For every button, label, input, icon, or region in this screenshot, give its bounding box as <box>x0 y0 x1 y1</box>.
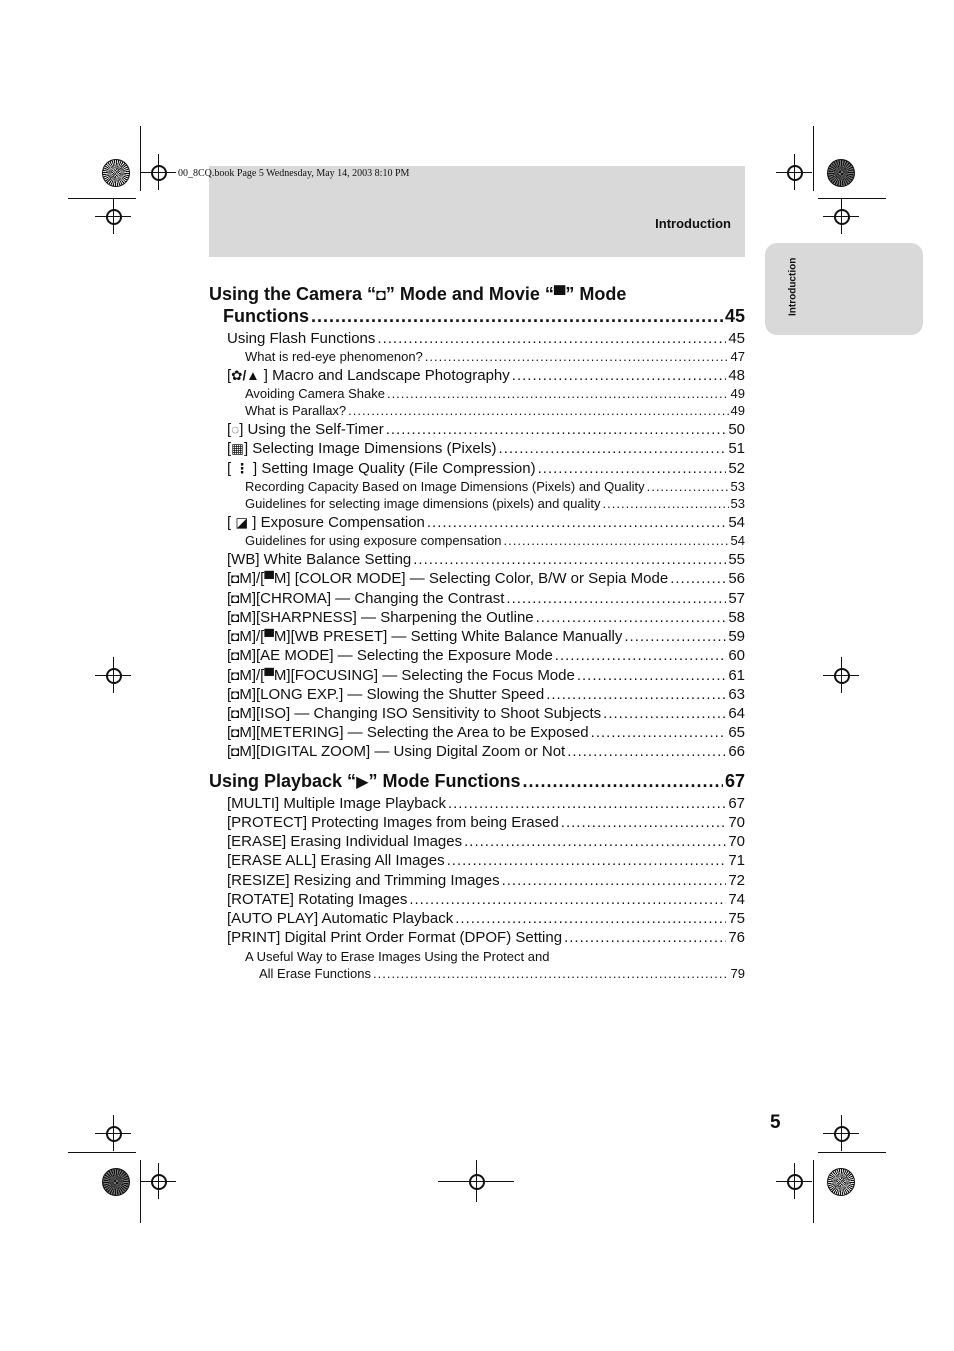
toc-page-number: 53 <box>730 496 745 511</box>
toc-entry[interactable] <box>227 421 745 438</box>
toc-page-number: 59 <box>728 628 745 645</box>
leader-dots <box>386 421 727 438</box>
toc-entry-title <box>227 724 589 741</box>
toc-text: M][FOCUSING] — Selecting the Focus Mode <box>273 667 575 684</box>
movie-icon: ▀ <box>264 668 274 683</box>
toc-page-number: 52 <box>728 460 745 477</box>
crosshair-circle <box>469 1174 485 1190</box>
toc-text: Guidelines for using exposure compensation <box>245 533 502 548</box>
toc-entry[interactable] <box>227 628 745 645</box>
toc-text: M]/[ <box>239 570 265 587</box>
toc-entry-title <box>227 440 497 457</box>
toc-page-number: 58 <box>728 609 745 626</box>
toc-page-number: 65 <box>728 724 745 741</box>
toc-text: M][METERING] — Selecting the Area to be Exposed <box>239 724 589 741</box>
toc-page-number: 45 <box>724 306 745 326</box>
toc-text: M][CHROMA] — Changing the Contrast <box>239 590 505 607</box>
toc-page-number: 63 <box>728 686 745 703</box>
leader-dots <box>413 551 726 568</box>
registration-rosette <box>102 1168 130 1196</box>
toc-entry-title <box>245 479 645 494</box>
camera-icon: ◘ <box>231 668 240 683</box>
toc-text: [ <box>227 421 232 438</box>
playback-icon: ▶ <box>356 773 369 791</box>
leader-dots <box>448 795 726 812</box>
leader-dots <box>348 403 728 418</box>
leader-dots <box>567 743 726 760</box>
toc-entry[interactable] <box>227 551 745 568</box>
toc-text: Using Playback “ <box>209 771 357 791</box>
toc-page-number: 56 <box>728 570 745 587</box>
toc-page-number: 66 <box>728 743 745 760</box>
leader-dots <box>447 852 727 869</box>
leader-dots <box>373 966 729 981</box>
movie-icon: ▀ <box>264 571 274 586</box>
toc-text: All Erase Functions <box>259 966 371 981</box>
toc-entry[interactable] <box>259 966 745 981</box>
crosshair-circle <box>787 165 803 181</box>
trim-line <box>818 198 886 199</box>
toc-text: [ <box>227 628 232 645</box>
crosshair-circle <box>834 209 850 225</box>
toc-page-number: 55 <box>728 551 745 568</box>
toc-text: Using Flash Functions <box>227 330 376 347</box>
trim-line <box>68 1152 136 1153</box>
toc-entry-title <box>227 647 553 664</box>
toc-entry-title <box>227 795 446 812</box>
crosshair-circle <box>834 1126 850 1142</box>
toc-text: [AUTO PLAY] Automatic Playback <box>227 910 454 927</box>
toc-entry-title <box>227 628 622 645</box>
toc-text: [ <box>227 460 236 477</box>
page-number: 5 <box>770 1112 781 1133</box>
camera-icon: ◘ <box>231 725 240 740</box>
toc-text: M][SHARPNESS] — Sharpening the Outline <box>239 609 534 626</box>
toc-text: M][LONG EXP.] — Slowing the Shutter Speed <box>239 686 545 703</box>
toc-text: ] Exposure Compensation <box>248 514 425 531</box>
leader-dots <box>564 929 726 946</box>
toc-text: A Useful Way to Erase Images Using the Protect and <box>245 949 550 964</box>
toc-text: M]/[ <box>239 628 265 645</box>
toc-entry[interactable] <box>245 403 745 418</box>
toc-entry-title <box>209 284 626 305</box>
toc-entry-title <box>227 667 575 684</box>
toc-page-number: 71 <box>728 852 745 869</box>
toc-text: [ROTATE] Rotating Images <box>227 891 408 908</box>
toc-text: Guidelines for selecting image dimensions (pixels) and quality <box>245 496 601 511</box>
leader-dots <box>591 724 727 741</box>
leader-dots <box>502 872 727 889</box>
toc-page-number: 67 <box>728 795 745 812</box>
toc-text: [ERASE] Erasing Individual Images <box>227 833 463 850</box>
toc-entry-title <box>227 705 601 722</box>
crosshair-circle <box>834 668 850 684</box>
toc-entry-title <box>223 306 309 327</box>
toc-page-number: 49 <box>730 403 745 418</box>
toc-page-number: 51 <box>728 440 745 457</box>
movie-icon: ▀ <box>553 286 566 304</box>
registration-rosette <box>827 159 855 187</box>
toc-text: ] Selecting Image Dimensions (Pixels) <box>243 440 497 457</box>
toc-entry-title <box>227 686 544 703</box>
registration-rosette <box>827 1168 855 1196</box>
toc-page-number: 49 <box>730 386 745 401</box>
toc-text: ] Setting Image Quality (File Compression) <box>248 460 536 477</box>
toc-page-number: 67 <box>724 771 745 791</box>
camera-icon: ◘ <box>231 591 240 606</box>
toc-entry-title <box>245 533 502 548</box>
toc-page-number: 50 <box>728 421 745 438</box>
toc-text: M] [COLOR MODE] — Selecting Color, B/W or Sepia Mode <box>273 570 669 587</box>
toc-text: M]/[ <box>239 667 265 684</box>
toc-page-number: 53 <box>730 479 745 494</box>
toc-entry-title <box>227 514 425 531</box>
leader-dots <box>425 349 729 364</box>
toc-page-number: 45 <box>728 330 745 347</box>
toc-entry[interactable] <box>227 910 745 927</box>
toc-entry-title <box>227 421 384 438</box>
camera-icon: ◘ <box>231 629 240 644</box>
camera-icon: ◘ <box>231 571 240 586</box>
trim-line <box>68 198 136 199</box>
side-tab-label: Introduction <box>787 257 799 317</box>
toc-entry-title <box>227 891 407 908</box>
toc-text: M][DIGITAL ZOOM] — Using Digital Zoom or Not <box>239 743 566 760</box>
toc-text: [ <box>227 609 232 626</box>
trim-line <box>140 126 141 191</box>
toc-text: ] Macro and Landscape Photography <box>259 367 510 384</box>
crosshair-circle <box>106 209 122 225</box>
toc-entry[interactable] <box>227 330 745 347</box>
toc-entry[interactable] <box>227 367 745 384</box>
toc-entry[interactable] <box>227 460 745 477</box>
leader-dots <box>536 609 727 626</box>
quality-icon: ⋮ <box>235 461 249 476</box>
crosshair-circle <box>151 165 167 181</box>
toc-entry-title <box>227 609 534 626</box>
toc-entry[interactable] <box>227 833 745 850</box>
toc-entry-title <box>227 833 462 850</box>
leader-dots <box>427 514 726 531</box>
toc-text: M][ISO] — Changing ISO Sensitivity to Shoot Subjects <box>239 705 602 722</box>
toc-entry[interactable] <box>245 479 745 494</box>
camera-icon: ◘ <box>231 687 240 702</box>
leader-dots <box>555 647 727 664</box>
toc-text: [ <box>227 647 232 664</box>
toc-page-number: 47 <box>730 349 745 364</box>
toc-text: Using the Camera “ <box>209 284 377 304</box>
toc-text: [ <box>227 743 232 760</box>
toc-entry-title <box>245 496 601 511</box>
toc-page-number: 48 <box>728 367 745 384</box>
toc-entry[interactable] <box>209 771 745 792</box>
toc-entry-title <box>259 966 371 981</box>
toc-entry[interactable] <box>227 705 745 722</box>
toc-text: ] Using the Self-Timer <box>239 421 384 438</box>
toc-text: [WB] White Balance Setting <box>227 551 412 568</box>
toc-text: Functions <box>223 306 309 326</box>
toc-entry[interactable] <box>227 743 745 760</box>
toc-entry-title <box>227 590 504 607</box>
registration-rosette <box>102 159 130 187</box>
toc-text: What is Parallax? <box>245 403 347 418</box>
toc-entry[interactable] <box>227 852 745 869</box>
toc-text: Avoiding Camera Shake <box>245 386 385 401</box>
toc-page-number: 61 <box>728 667 745 684</box>
toc-text: ” Mode <box>565 284 627 304</box>
toc-text: What is red-eye phenomenon? <box>245 349 423 364</box>
toc-entry-title <box>245 349 423 364</box>
leader-dots <box>499 440 727 457</box>
toc-entry[interactable] <box>227 891 745 908</box>
toc-text: [ <box>227 667 232 684</box>
crosshair-circle <box>151 1174 167 1190</box>
toc-entry-title <box>227 852 445 869</box>
exposure-icon: ◪ <box>235 515 249 530</box>
leader-dots <box>546 686 726 703</box>
leader-dots <box>603 496 729 511</box>
toc-text: [PROTECT] Protecting Images from being Erased <box>227 814 559 831</box>
toc-entry[interactable] <box>227 609 745 626</box>
toc-entry[interactable] <box>227 667 745 684</box>
leader-dots <box>577 667 726 684</box>
leader-dots <box>603 705 726 722</box>
toc-entry[interactable] <box>245 496 745 511</box>
toc-entry-title <box>227 929 562 946</box>
leader-dots <box>538 460 727 477</box>
toc-page-number: 70 <box>728 833 745 850</box>
toc-page-number: 54 <box>728 514 745 531</box>
toc-text: M][AE MODE] — Selecting the Exposure Mode <box>239 647 553 664</box>
leader-dots <box>647 479 729 494</box>
toc-page-number: 60 <box>728 647 745 664</box>
trim-line <box>813 126 814 191</box>
toc-entry-title <box>227 814 559 831</box>
trim-line <box>818 1152 886 1153</box>
toc-entry[interactable] <box>227 872 745 889</box>
toc-page-number: 70 <box>728 814 745 831</box>
toc-entry[interactable] <box>227 440 745 457</box>
toc-text: [RESIZE] Resizing and Trimming Images <box>227 872 500 889</box>
leader-dots <box>311 306 723 327</box>
toc-page-number: 72 <box>728 872 745 889</box>
toc-text: M][WB PRESET] — Setting White Balance Manually <box>273 628 623 645</box>
toc-page-number: 75 <box>728 910 745 927</box>
toc-text: [MULTI] Multiple Image Playback <box>227 795 446 812</box>
toc-entry-title <box>245 386 385 401</box>
toc-text: [ <box>227 367 232 384</box>
crosshair-circle <box>106 668 122 684</box>
toc-entry[interactable] <box>227 929 745 946</box>
toc-entry-title <box>209 771 521 792</box>
toc-entry-title <box>227 743 565 760</box>
toc-text: [ <box>227 570 232 587</box>
toc-entry[interactable] <box>227 590 745 607</box>
leader-dots <box>464 833 726 850</box>
toc-text: [ <box>227 514 236 531</box>
toc-page-number: 74 <box>728 891 745 908</box>
toc-entry[interactable] <box>245 386 745 401</box>
movie-icon: ▀ <box>264 629 274 644</box>
toc-entry[interactable] <box>227 814 745 831</box>
toc-text: [PRINT] Digital Print Order Format (DPOF) Setting <box>227 929 563 946</box>
toc-entry-title <box>245 403 346 418</box>
toc-entry-title <box>227 460 536 477</box>
toc-entry-title <box>227 330 375 347</box>
camera-icon: ◘ <box>231 744 240 759</box>
camera-icon: ◘ <box>231 648 240 663</box>
toc-entry[interactable] <box>245 533 745 548</box>
toc-entry[interactable] <box>223 306 745 327</box>
toc-entry[interactable] <box>227 647 745 664</box>
leader-dots <box>670 570 726 587</box>
section-title: Introduction <box>655 216 731 231</box>
toc-entry[interactable] <box>245 949 745 964</box>
self-timer-icon: ◌ <box>231 422 240 437</box>
camera-icon: ◘ <box>376 286 386 304</box>
camera-icon: ◘ <box>231 706 240 721</box>
toc-entry-title <box>227 910 453 927</box>
leader-dots <box>377 330 726 347</box>
camera-icon: ◘ <box>231 610 240 625</box>
toc-entry-title <box>227 551 411 568</box>
toc-entry[interactable] <box>209 284 745 305</box>
leader-dots <box>561 814 727 831</box>
toc-text: [ERASE ALL] Erasing All Images <box>227 852 445 869</box>
toc-page-number: 79 <box>730 966 745 981</box>
leader-dots <box>506 590 726 607</box>
toc-page-number: 57 <box>728 590 745 607</box>
toc-entry[interactable] <box>227 724 745 741</box>
leader-dots <box>455 910 726 927</box>
toc-entry[interactable] <box>227 514 745 531</box>
trim-line <box>813 1160 814 1223</box>
leader-dots <box>409 891 726 908</box>
pixels-icon: ▦ <box>231 441 244 456</box>
trim-line <box>140 1160 141 1223</box>
toc-text: ” Mode Functions <box>368 771 521 791</box>
crosshair-circle <box>787 1174 803 1190</box>
toc-page-number: 64 <box>728 705 745 722</box>
trim-line <box>438 1181 514 1182</box>
toc-entry-title <box>227 570 668 587</box>
leader-dots <box>512 367 727 384</box>
toc-entry[interactable] <box>245 349 745 364</box>
toc-page-number: 54 <box>730 533 745 548</box>
crosshair-circle <box>106 1126 122 1142</box>
header-band <box>209 166 745 257</box>
toc-entry-title <box>245 949 549 964</box>
leader-dots <box>523 771 723 792</box>
toc-entry[interactable] <box>227 686 745 703</box>
toc-text: [ <box>227 705 232 722</box>
toc-entry-title <box>227 872 500 889</box>
toc-text: ” Mode and Movie “ <box>385 284 554 304</box>
toc-text: [ <box>227 724 232 741</box>
toc-text: [ <box>227 440 232 457</box>
toc-entry[interactable] <box>227 795 745 812</box>
macro-landscape-icon: ✿/▲ <box>231 368 260 383</box>
toc-entry-title <box>227 367 510 384</box>
leader-dots <box>504 533 729 548</box>
toc-text: [ <box>227 590 232 607</box>
toc-text: [ <box>227 686 232 703</box>
book-info: 00_8CQ.book Page 5 Wednesday, May 14, 2003 8:10 PM <box>178 168 410 179</box>
toc-page-number: 76 <box>728 929 745 946</box>
leader-dots <box>387 386 729 401</box>
toc-text: Recording Capacity Based on Image Dimensions (Pixels) and Quality <box>245 479 645 494</box>
leader-dots <box>624 628 726 645</box>
toc-entry[interactable] <box>227 570 745 587</box>
